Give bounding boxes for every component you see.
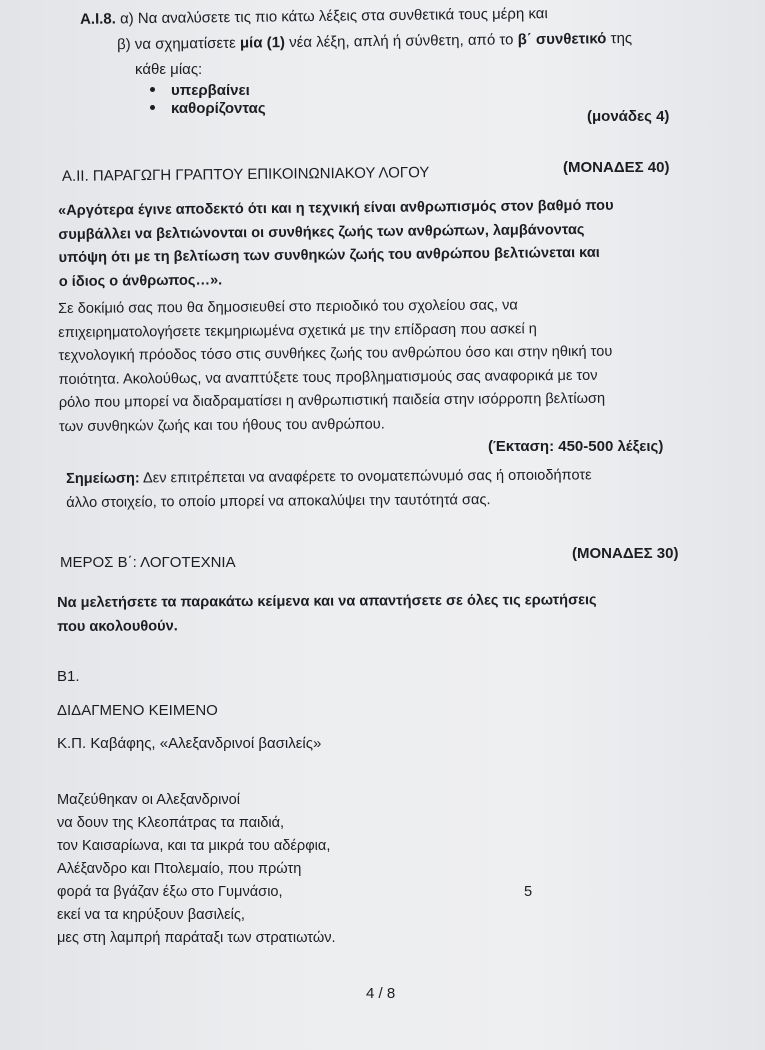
task-paragraph [58,294,613,439]
note-line-1 [66,464,592,491]
word-text: καθορίζοντας [171,100,266,117]
task-line: ποιότητα. Ακολούθως, να αναπτύξετε τους προβληματισμούς σας αναφορικά με τον [58,367,598,388]
bullet-icon [150,87,155,92]
quote-block [58,195,614,294]
poem [57,789,336,950]
poem-line: φορά τα βγάζαν έξω στο Γυμνάσιο, [57,884,283,900]
bullet-icon [150,105,155,110]
text-span: νέα λέξη, απλή ή σύνθετη, από το [284,31,518,52]
question-a18-points: (μονάδες 4) [587,108,670,125]
question-a18-line-a [80,5,548,28]
section-b-heading: ΜΕΡΟΣ Β΄: ΛΟΓΟΤΕΧΝΙΑ [60,554,236,571]
task-line: ρόλο που μπορεί να διαδραματίσει η ανθρωπιστική παιδεία στην ισόρροπη βελτίωση [58,390,606,411]
word-list-item [150,82,250,99]
taught-text-heading: ΔΙΔΑΓΜΕΝΟ ΚΕΙΜΕΝΟ [57,702,218,719]
section-b-points: (ΜΟΝΑΔΕΣ 30) [572,545,679,562]
note-text: Δεν επιτρέπεται να αναφέρετε το ονοματεπώνυμό σας ή οποιοδήποτε [139,467,592,487]
note-block [66,464,592,515]
task-line: επιχειρηματολογήσετε τεκμηριωμένα σχετικά με την επίδραση που ασκεί η [58,320,537,341]
poem-line: τον Καισαρίωνα, και τα μικρά του αδέρφια, [57,838,331,854]
quote-line: συμβάλλει να βελτιώνονται οι συνθήκες ζωής των ανθρώπων, λαμβάνοντας [58,221,585,243]
text-span: της [606,29,633,48]
poem-line: εκεί να τα κηρύξουν βασιλείς, [57,907,245,923]
instruction-line: που ακολουθούν. [57,617,178,635]
section-a2-points: (ΜΟΝΑΔΕΣ 40) [563,159,670,176]
section-a2-heading: Α.ΙΙ. ΠΑΡΑΓΩΓΗ ΓΡΑΠΤΟΥ ΕΠΙΚΟΙΝΩΝΙΑΚΟΥ ΛΟΓΟΥ [61,164,430,185]
instruction-block [57,589,597,639]
poem-line: Αλέξανδρο και Πτολεμαίο, που πρώτη [57,861,302,877]
poem-line-number: 5 [524,884,533,900]
word-list-item [150,100,266,117]
page-number: 4 / 8 [366,985,396,1002]
poem-line: Μαζεύθηκαν οι Αλεξανδρινοί [57,792,240,808]
extent-note: (Έκταση: 450-500 λέξεις) [488,438,664,455]
note-label: Σημείωση: [66,470,140,487]
task-line: Σε δοκίμιό σας που θα δημοσιευθεί στο περιοδικό του σχολείου σας, να [58,297,518,317]
word-text: υπερβαίνει [171,82,250,99]
question-a18-line-b [117,30,632,53]
bold-span: μία (1) [239,34,286,52]
quote-line: υπόψη ότι με τη βελτίωση των συνθηκών ζωής του ανθρώπου βελτιώνεται και [58,244,600,266]
note-line-2: άλλο στοιχείο, το οποίο μπορεί να αποκαλύψει την ταυτότητά σας. [66,491,491,511]
quote-line: ο ίδιος ο άνθρωπος…». [58,271,223,290]
poem-author-title: Κ.Π. Καβάφης, «Αλεξανδρινοί βασιλείς» [57,735,322,752]
instruction-line: Να μελετήσετε τα παρακάτω κείμενα και να απαντήσετε σε όλες τις ερωτήσεις [57,592,597,611]
poem-line: μες στη λαμπρή παράταξι των στρατιωτών. [57,930,336,946]
quote-line: «Αργότερα έγινε αποδεκτό ότι και η τεχνική είναι ανθρωπισμός στον βαθμό που [58,197,614,219]
task-line: τεχνολογική πρόοδος τόσο στις συνθήκες ζωής του ανθρώπου όσο και στην ηθική του [58,343,613,364]
text-span: β) να σχηματίσετε [116,34,241,54]
b1-label: Β1. [57,668,80,685]
poem-line: να δουν της Κλεοπάτρας τα παιδιά, [57,815,285,831]
question-a18-line-c: κάθε μίας: [135,61,203,78]
bold-span: β΄ συνθετικό [517,30,607,49]
question-text-a: α) Να αναλύσετε τις πιο κάτω λέξεις στα συνθετικά τους μέρη και [119,5,548,28]
task-line: των συνθηκών ζωής και του ήθους του ανθρώπου. [58,415,385,435]
question-label: Α.Ι.8. [79,10,116,28]
